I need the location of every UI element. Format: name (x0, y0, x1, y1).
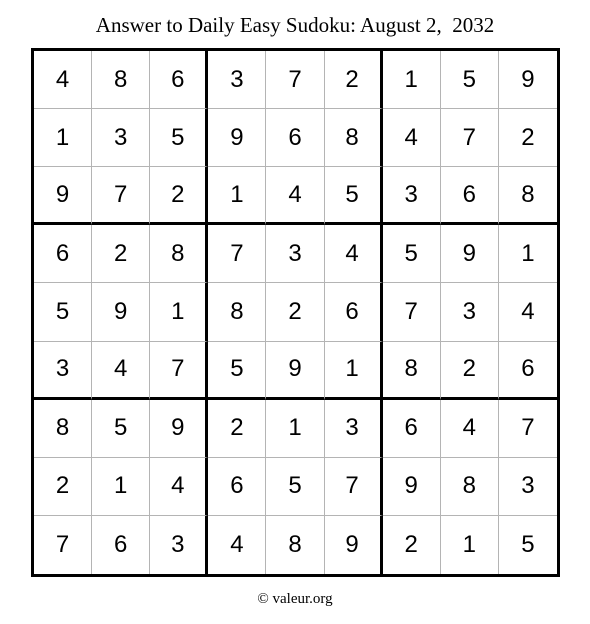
sudoku-cell: 1 (441, 516, 499, 574)
sudoku-cell: 7 (441, 109, 499, 167)
sudoku-cell: 8 (441, 458, 499, 516)
sudoku-cell: 8 (208, 283, 266, 341)
sudoku-cell: 5 (208, 342, 266, 400)
sudoku-cell: 6 (266, 109, 324, 167)
sudoku-cell: 4 (383, 109, 441, 167)
sudoku-cell: 5 (150, 109, 208, 167)
sudoku-grid (31, 48, 560, 577)
sudoku-cell: 6 (383, 400, 441, 458)
sudoku-cell: 3 (150, 516, 208, 574)
sudoku-cell: 6 (208, 458, 266, 516)
sudoku-cell: 8 (150, 225, 208, 283)
sudoku-cell: 7 (383, 283, 441, 341)
sudoku-cell: 2 (441, 342, 499, 400)
sudoku-cell: 9 (92, 283, 150, 341)
sudoku-cell: 1 (325, 342, 383, 400)
sudoku-cell: 1 (383, 51, 441, 109)
sudoku-cell: 9 (34, 167, 92, 225)
sudoku-cell: 8 (34, 400, 92, 458)
sudoku-cell: 5 (521, 530, 535, 558)
sudoku-cell: 7 (150, 342, 208, 400)
sudoku-cell: 6 (441, 167, 499, 225)
sudoku-cell: 6 (34, 225, 92, 283)
sudoku-cell: 6 (150, 51, 208, 109)
copyright-footer: © valeur.org (257, 591, 333, 607)
sudoku-cell: 9 (383, 458, 441, 516)
page-title: Answer to Daily Easy Sudoku: August 2, 2032 (95, 13, 495, 37)
sudoku-cell: 3 (208, 51, 266, 109)
sudoku-cell: 2 (34, 458, 92, 516)
sudoku-cell: 8 (325, 109, 383, 167)
sudoku-cell: 3 (92, 109, 150, 167)
sudoku-cell: 3 (383, 167, 441, 225)
sudoku-cell: 1 (150, 283, 208, 341)
sudoku-cell: 5 (266, 458, 324, 516)
sudoku-cell: 4 (499, 283, 557, 341)
sudoku-cell: 7 (266, 51, 324, 109)
sudoku-cell: 5 (441, 51, 499, 109)
sudoku-cell: 8 (92, 51, 150, 109)
sudoku-cell: 9 (499, 51, 557, 109)
sudoku-cell: 1 (34, 109, 92, 167)
sudoku-cell: 1 (266, 400, 324, 458)
sudoku-cell: 7 (325, 458, 383, 516)
sudoku-cell: 3 (325, 400, 383, 458)
sudoku-cell: 2 (150, 167, 208, 225)
sudoku-cell: 2 (383, 516, 441, 574)
sudoku-cell: 9 (208, 109, 266, 167)
sudoku-cell: 3 (34, 342, 92, 400)
sudoku-cell: 6 (325, 283, 383, 341)
sudoku-cell: 1 (92, 458, 150, 516)
sudoku-cell: 5 (383, 225, 441, 283)
sudoku-cell: 4 (441, 400, 499, 458)
sudoku-cell: 7 (208, 225, 266, 283)
sudoku-cell: 4 (34, 51, 92, 109)
sudoku-cell: 8 (499, 167, 557, 225)
sudoku-cell: 7 (92, 167, 150, 225)
sudoku-cell: 4 (92, 342, 150, 400)
sudoku-cell: 8 (383, 342, 441, 400)
sudoku-cell: 2 (499, 109, 557, 167)
sudoku-cell: 4 (325, 225, 383, 283)
sudoku-cell: 4 (208, 516, 266, 574)
sudoku-cell: 5 (92, 400, 150, 458)
sudoku-cell: 6 (92, 516, 150, 574)
sudoku-cell: 1 (499, 225, 557, 283)
sudoku-cell: 2 (266, 283, 324, 341)
sudoku-cell: 6 (499, 342, 557, 400)
sudoku-cell: 5 (325, 167, 383, 225)
sudoku-cell: 8 (266, 516, 324, 574)
sudoku-cell: 7 (34, 516, 92, 574)
sudoku-cell: 1 (208, 167, 266, 225)
sudoku-cell: 2 (208, 400, 266, 458)
sudoku-cell: 7 (499, 400, 557, 458)
sudoku-cell: 2 (325, 51, 383, 109)
sudoku-cell: 4 (266, 167, 324, 225)
sudoku-cell: 2 (92, 225, 150, 283)
sudoku-cell: 9 (150, 400, 208, 458)
sudoku-cell: 3 (266, 225, 324, 283)
sudoku-cell: 9 (441, 225, 499, 283)
sudoku-cell: 9 (266, 342, 324, 400)
sudoku-cell: 4 (150, 458, 208, 516)
sudoku-cell: 3 (499, 458, 557, 516)
sudoku-cell: 9 (325, 516, 383, 574)
sudoku-cell: 3 (441, 283, 499, 341)
sudoku-cell: 5 (34, 283, 92, 341)
